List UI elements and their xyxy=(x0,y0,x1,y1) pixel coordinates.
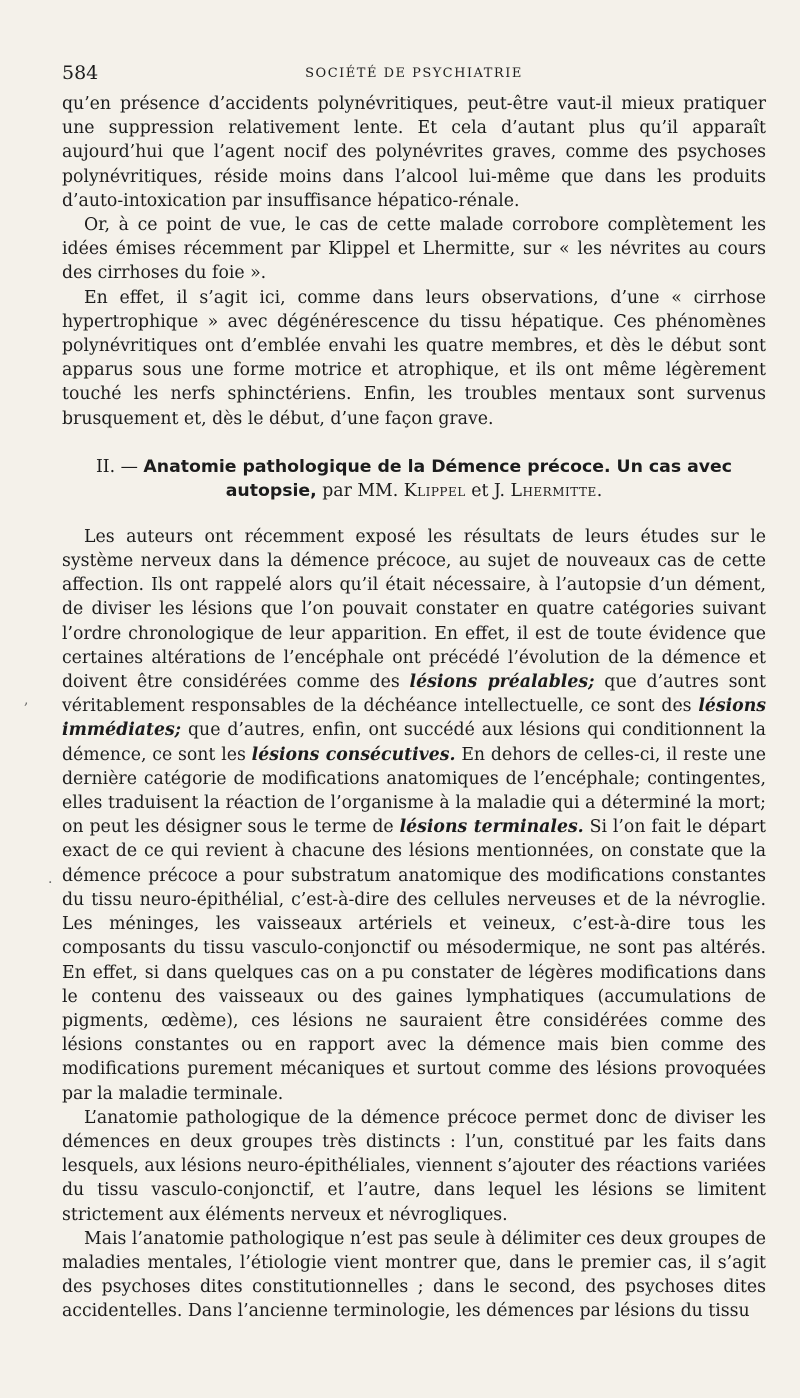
page xyxy=(62,62,766,1324)
paragraph: Mais l’anatomie pathologique n’est pas seule à délimiter ces deux groupes de maladies mentales, l’étiologie vient montrer que, dans le premier cas, il s’agit des psychoses dites constitutionnelles ; dans le second, des psychoses dites accidentelles. Dans l’ancienne terminologie, les démences par lésions du tissu xyxy=(62,1228,766,1322)
section-by: par MM. xyxy=(322,480,399,501)
paragraph-text: que d’autres, enfin, ont succédé aux lésions qui conditionnent la démence, ce sont les xyxy=(62,720,766,765)
margin-mark: · xyxy=(48,875,53,891)
emphasis-term: lésions préalables; xyxy=(409,672,595,693)
paragraph: En effet, il s’agit ici, comme dans leurs observations, d’une « cirrhose hypertrophique » avec dégénérescence du tissu hépatique. Ces phénomènes polynévritiques ont d’emblée envahi les quatre membres, et dès le début sont apparus sous une forme motrice et atrophique, et ils ont même légèrement touché les nerfs sphinctériens. Enfin, les troubles mentaux sont survenus brusquement et, dès le début, d’une façon grave. xyxy=(62,287,766,429)
emphasis-term: lésions immédiates; xyxy=(62,696,767,741)
paragraph-continuation: qu’en présence d’accidents polynévritiques, peut-être vaut-il mieux pratiquer une suppression relativement lente. Et cela d’autant plus qu’il apparaît aujourd’hui que l’agent nocif des polynévrites graves, comme des psychoses polynévritiques, réside moins dans l’alcool lui-même que dans les produits d’auto-intoxication par insuffisance hépatico-rénale. xyxy=(62,94,766,211)
author-name: Lhermitte xyxy=(510,480,597,501)
journal-title: SOCIÉTÉ DE PSYCHIATRIE xyxy=(305,66,523,81)
section-heading xyxy=(62,455,766,503)
page-number: 584 xyxy=(62,62,99,84)
paragraph xyxy=(62,525,766,1106)
paragraph-text: Les auteurs ont récemment exposé les résultats de leurs études sur le système nerveux dans la démence précoce, au sujet de nouveaux cas de cette affection. Ils ont rappelé alors qu’il était nécessaire, à l’autopsie d’un dément, de diviser les lésions que l’on pouvait constater en quatre catégories suivant l’ordre chronologique de leur apparition. En effet, il est de toute évidence que certaines altérations de l’encéphale ont précédé l’évolution de la démence et doivent être considérées comme des xyxy=(62,526,766,693)
section-number: II. — xyxy=(95,456,138,477)
running-head xyxy=(62,62,766,92)
heading-period: . xyxy=(596,480,603,501)
paragraph-text: En dehors de celles-ci, il reste une dernière catégorie de modifications anatomiques de l’encéphale; contingentes, elles traduisent la réaction de l’organisme à la maladie qui a déterminé la mort; on peut les désigner sous le terme de xyxy=(62,744,766,838)
paragraph: L’anatomie pathologique de la démence précoce permet donc de diviser les démences en deux groupes très distincts : l’un, constitué par les faits dans lesquels, aux lésions neuro-épithéliales, viennent s’ajouter des réactions variées du tissu vasculo-conjonctif, et l’autre, dans lequel les lésions se limitent strictement aux éléments nerveux et névrogliques. xyxy=(62,1107,766,1225)
paragraph-text: Si l’on fait le départ exact de ce qui revient à chacune des lésions mentionnées, on constate que la démence précoce a pour substratum anatomique des modifications constantes du tissu neuro-épithélial, c’est-à-dire des cellules nerveuses et de la névroglie. Les méninges, les vaisseaux artériels et veineux, c’est-à-dire tous les composants du tissu vasculo-conjonctif ou mésodermique, ne sont pas altérés. En effet, si dans quelques cas on a pu constater de légères modifications dans le contenu des vaisseaux ou des gaines lymphatiques (accumulations de pigments, œdème), ces lésions ne sauraient être considérées comme des lésions constantes ou en rapport avec la démence mais bien comme des modifications purement mécaniques et surtout comme des lésions provoquées par la maladie terminale. xyxy=(62,817,766,1104)
section-and: et J. xyxy=(471,480,505,501)
paragraph: Or, à ce point de vue, le cas de cette malade corrobore complètement les idées émises récemment par Klippel et Lhermitte, sur « les névrites au cours des cirrhoses du foie ». xyxy=(62,215,766,284)
paragraph-text: que d’autres sont véritablement responsables de la déchéance intellectuelle, ce sont des xyxy=(62,672,766,717)
section-gap xyxy=(62,431,766,453)
section-title: Anatomie pathologique de la Démence précoce. Un cas avec autopsie, xyxy=(143,456,733,501)
emphasis-term: lésions consécutives. xyxy=(251,744,456,765)
margin-mark: , xyxy=(24,692,29,708)
author-name: Klippel xyxy=(403,480,466,501)
emphasis-term: lésions terminales. xyxy=(399,817,584,838)
